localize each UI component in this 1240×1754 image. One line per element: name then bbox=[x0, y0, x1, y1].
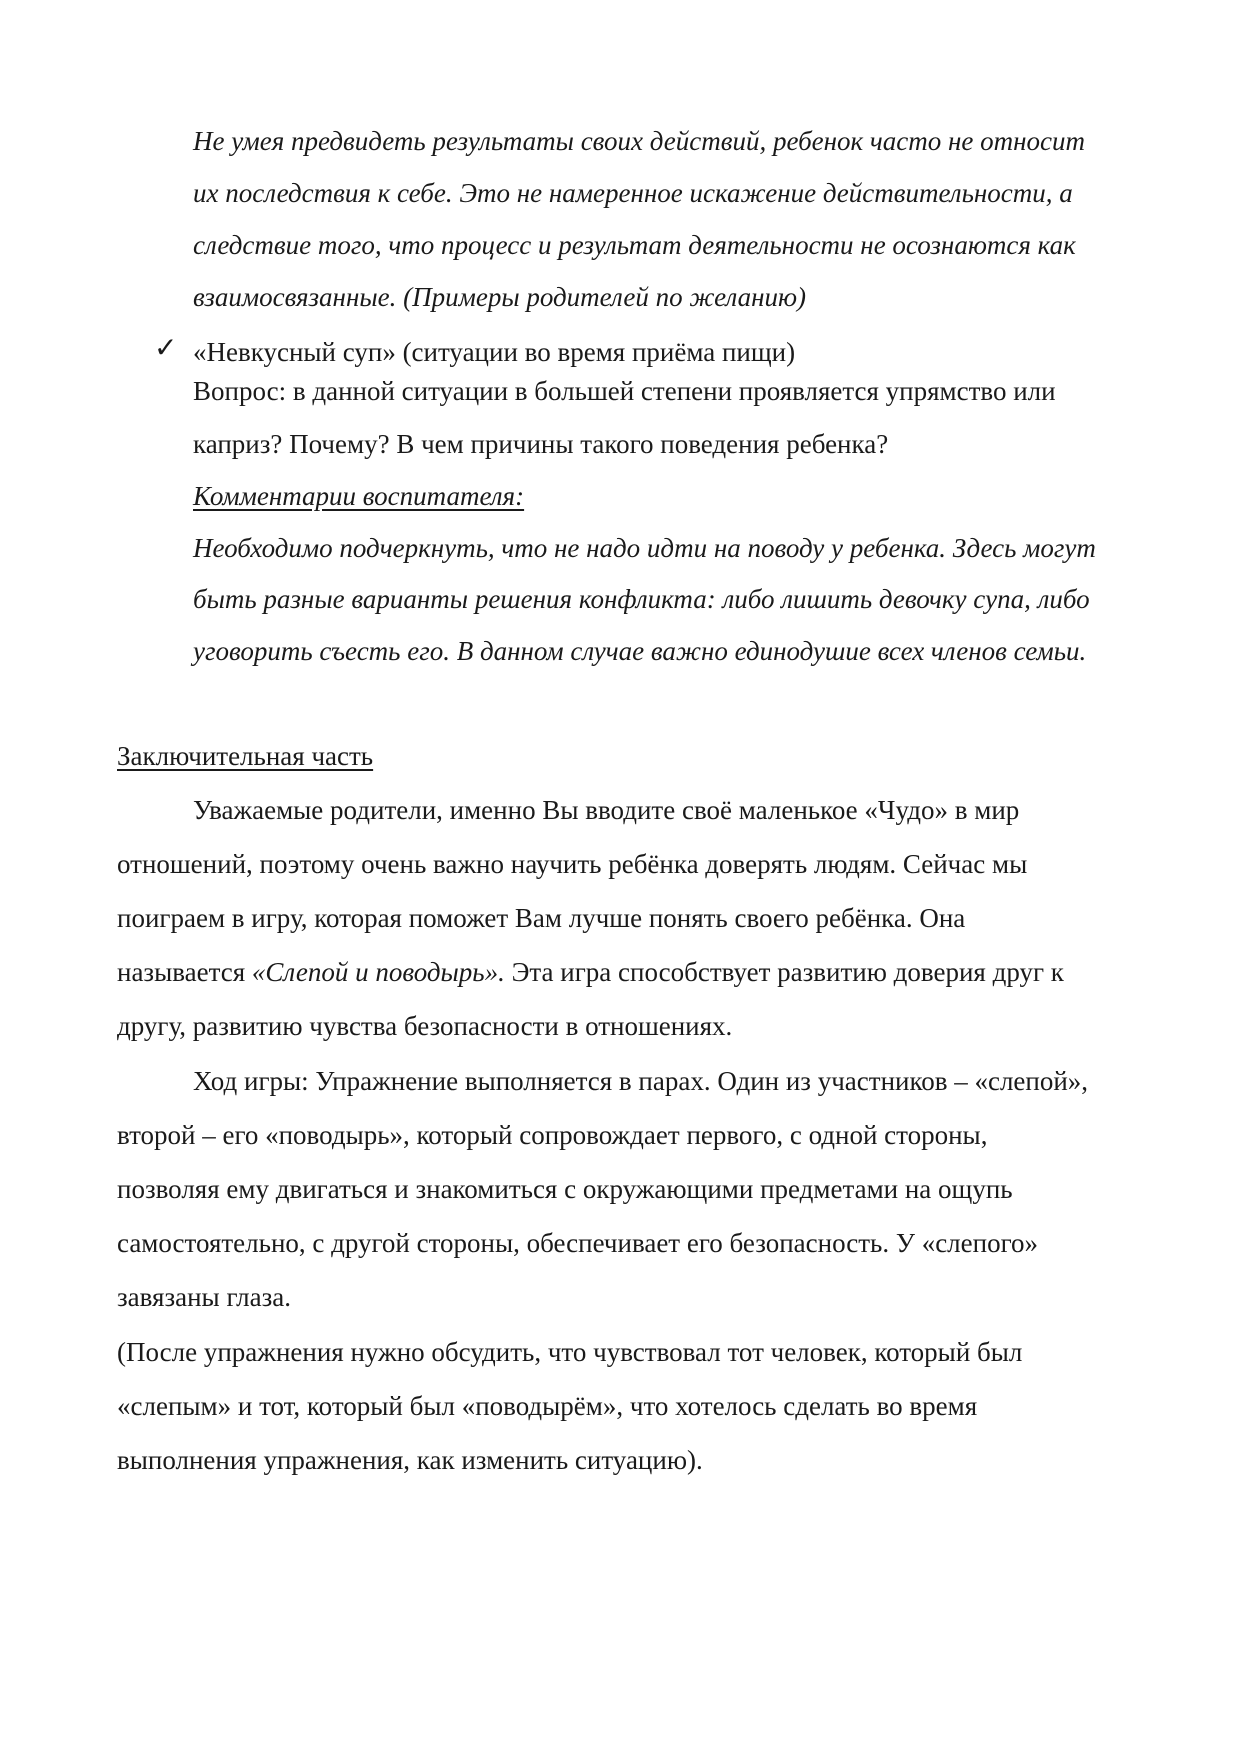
paragraph-line: взаимосвязанные. (Примеры родителей по желанию) bbox=[193, 282, 806, 312]
paragraph-line: самостоятельно, с другой стороны, обеспечивает его безопасность. У «слепого» bbox=[117, 1228, 1038, 1258]
paragraph-line: Ход игры: Упражнение выполняется в парах. Один из участников – «слепой», bbox=[193, 1066, 1089, 1096]
game-name: «Слепой и поводырь». bbox=[251, 957, 505, 987]
paragraph-line bbox=[117, 959, 1064, 986]
checkmark-icon: ✓ bbox=[154, 333, 178, 364]
paragraph-line: второй – его «поводырь», который сопровождает первого, с одной стороны, bbox=[117, 1120, 988, 1150]
paragraph-line: выполнения упражнения, как изменить ситуацию). bbox=[117, 1445, 703, 1475]
question-line: Вопрос: в данной ситуации в большей степени проявляется упрямство или bbox=[193, 376, 1056, 406]
paragraph-line: поиграем в игру, которая поможет Вам лучше понять своего ребёнка. Она bbox=[117, 903, 966, 933]
section-heading: Заключительная часть bbox=[117, 741, 374, 771]
comment-line: уговорить съесть его. В данном случае важно единодушие всех членов семьи. bbox=[193, 636, 1087, 666]
paragraph-line: «слепым» и тот, который был «поводырём», что хотелось сделать во время bbox=[117, 1391, 978, 1421]
paragraph-line: следствие того, что процесс и результат деятельности не осознаются как bbox=[193, 230, 1076, 260]
comment-line: быть разные варианты решения конфликта: либо лишить девочку супа, либо bbox=[193, 584, 1090, 614]
paragraph-line: другу, развитию чувства безопасности в отношениях. bbox=[117, 1011, 733, 1041]
line-text: Эта игра способствует развитию доверия друг к bbox=[504, 957, 1064, 987]
question-line: каприз? Почему? В чем причины такого поведения ребенка? bbox=[193, 429, 889, 459]
paragraph-line: их последствия к себе. Это не намеренное искажение действительности, а bbox=[193, 178, 1073, 208]
paragraph-line: Уважаемые родители, именно Вы вводите своё маленькое «Чудо» в мир bbox=[193, 795, 1020, 825]
paragraph-line: отношений, поэтому очень важно научить ребёнка доверять людям. Сейчас мы bbox=[117, 849, 1028, 879]
paragraph-line: Не умея предвидеть результаты своих действий, ребенок часто не относит bbox=[193, 126, 1086, 156]
paragraph-line: завязаны глаза. bbox=[117, 1282, 292, 1312]
paragraph-line: позволяя ему двигаться и знакомиться с окружающими предметами на ощупь bbox=[117, 1174, 1013, 1204]
comment-line: Необходимо подчеркнуть, что не надо идти на поводу у ребенка. Здесь могут bbox=[193, 533, 1096, 563]
paragraph-line: (После упражнения нужно обсудить, что чувствовал тот человек, который был bbox=[117, 1337, 1023, 1367]
line-text: называется bbox=[117, 957, 252, 987]
comments-heading: Комментарии воспитателя: bbox=[193, 481, 525, 511]
item-title: «Невкусный суп» (ситуации во время приёма пищи) bbox=[193, 337, 796, 367]
